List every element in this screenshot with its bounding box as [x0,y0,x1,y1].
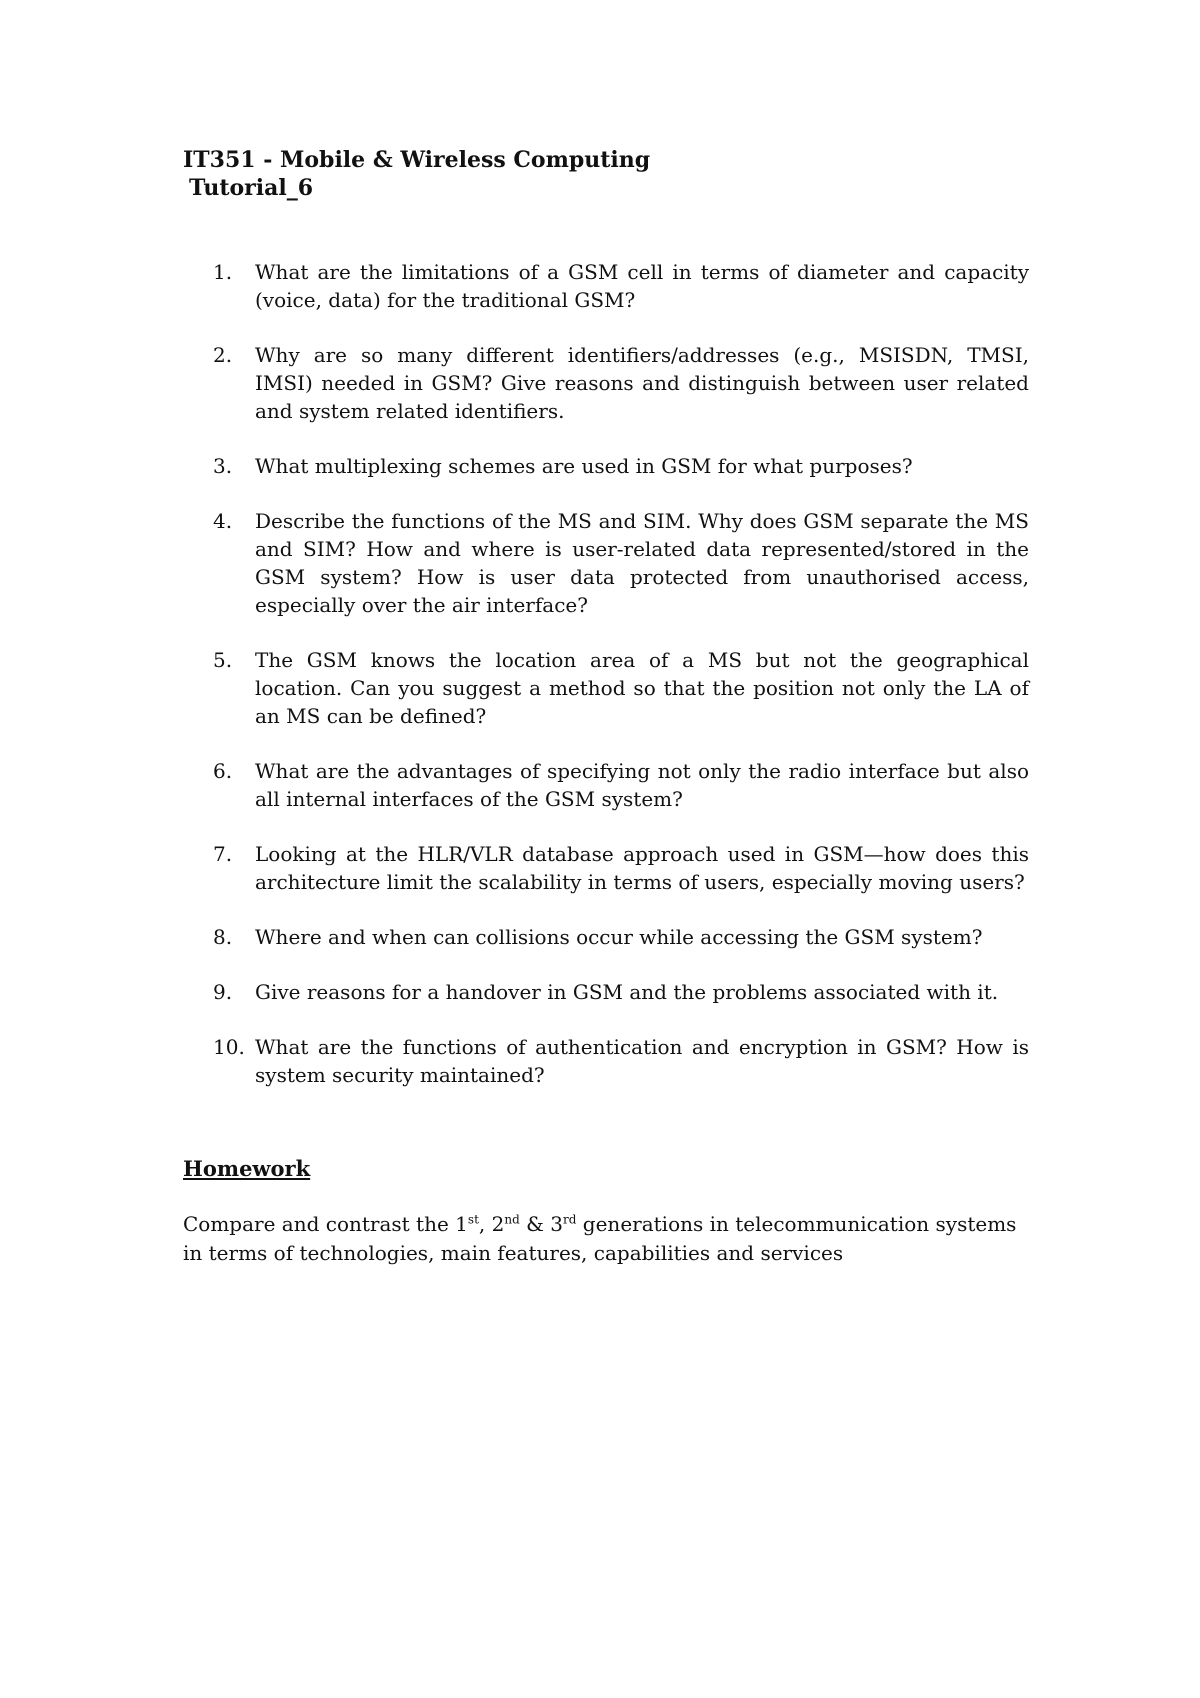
homework-text-part: Compare and contrast the 1 [183,1212,468,1236]
question-item [183,341,1029,425]
question-number: 5. [213,648,233,672]
tutorial-title: Tutorial_6 [189,175,314,201]
question-number: 9. [213,980,233,1004]
question-number: 8. [213,925,233,949]
question-item [183,452,1029,480]
question-text: The GSM knows the location area of a MS but not the geographical location. Can you suggest a method so that the position not only the LA of an MS can be defined? [255,648,1029,728]
course-title: IT351 - Mobile & Wireless Computing [183,147,651,173]
question-text: What multiplexing schemes are used in GSM for what purposes? [255,454,913,478]
question-number: 1. [213,260,233,284]
question-number: 3. [213,454,233,478]
homework-heading: Homework [183,1156,311,1181]
question-item [183,1033,1029,1089]
question-number: 2. [213,343,233,367]
question-item [183,258,1029,314]
question-text: What are the limitations of a GSM cell in terms of diameter and capacity (voice, data) for the traditional GSM? [255,260,1029,312]
homework-text-part: generations in telecommunication systems in terms of technologies, main features, capabilities and services [183,1212,1017,1265]
question-number: 4. [213,509,233,533]
ordinal-suffix: st [467,1212,479,1227]
question-text: Give reasons for a handover in GSM and the problems associated with it. [255,980,999,1004]
document-header [183,146,883,202]
homework-text-part: , 2 [478,1212,505,1236]
question-list [183,258,1029,1116]
homework-text-part: & 3 [519,1212,564,1236]
question-text: Describe the functions of the MS and SIM. Why does GSM separate the MS and SIM? How and where is user-related data represented/stored in the GSM system? How is user data protected from unauthorised access, especially over the air interface? [255,509,1029,617]
question-item [183,840,1029,896]
question-number: 7. [213,842,233,866]
question-text: Looking at the HLR/VLR database approach used in GSM—how does this architecture limit the scalability in terms of users, especially moving users? [255,842,1029,894]
homework-section [183,1155,1029,1268]
question-item [183,923,1029,951]
question-item [183,757,1029,813]
homework-text [183,1210,1029,1268]
question-number: 10. [213,1035,245,1059]
question-item [183,646,1029,730]
question-text: Why are so many different identifiers/addresses (e.g., MSISDN, TMSI, IMSI) needed in GSM? Give reasons and distinguish between user related and system related identifiers. [255,343,1029,423]
ordinal-suffix: nd [504,1212,520,1227]
question-text: What are the functions of authentication and encryption in GSM? How is system security maintained? [255,1035,1029,1087]
question-number: 6. [213,759,233,783]
question-item [183,978,1029,1006]
question-text: Where and when can collisions occur while accessing the GSM system? [255,925,983,949]
question-text: What are the advantages of specifying not only the radio interface but also all internal interfaces of the GSM system? [255,759,1029,811]
question-item [183,507,1029,619]
ordinal-suffix: rd [563,1212,577,1227]
